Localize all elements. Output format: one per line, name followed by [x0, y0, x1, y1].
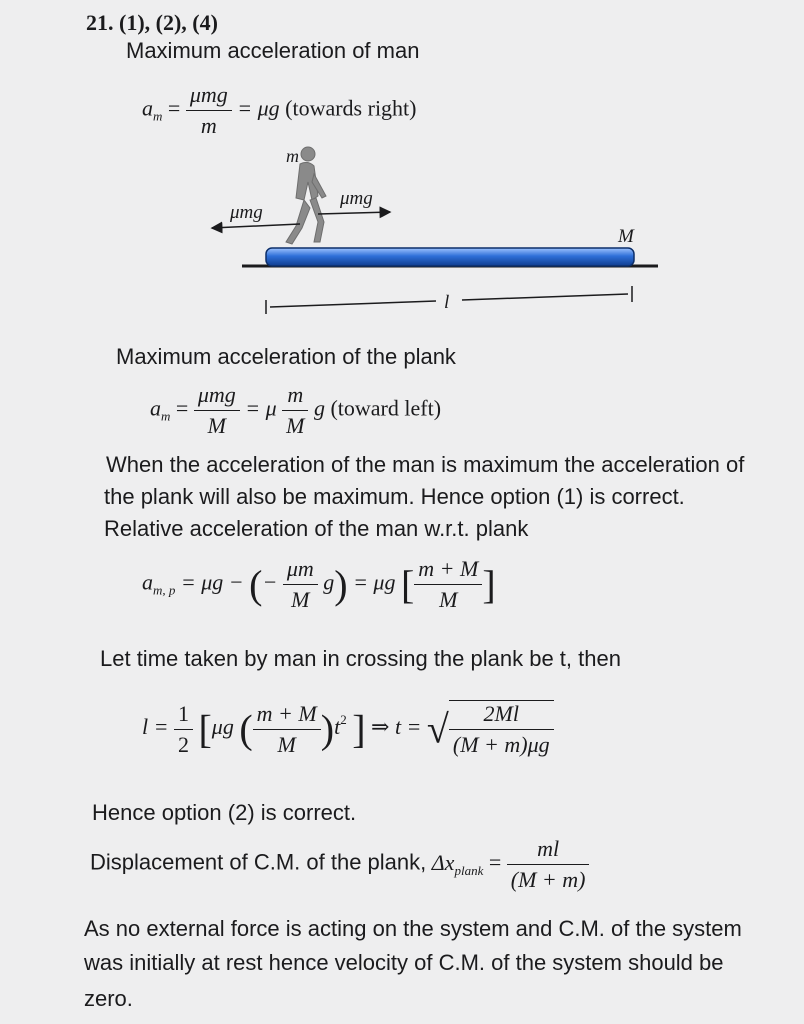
- paragraph-line: zero.: [84, 986, 133, 1011]
- paragraph-line: was initially at rest hence velocity of C.M. of the system should be: [84, 950, 724, 975]
- length-line-right: [462, 294, 628, 300]
- paragraph-line: When the acceleration of the man is maximum the acceleration of: [106, 452, 745, 477]
- force-left-arrow: [212, 224, 300, 228]
- length-label: l: [444, 292, 450, 313]
- equation-man-acceleration: $a_m$ = $\frac{\text{μmg}}{m}$ = μg (towards right): [142, 82, 417, 138]
- force-left-label: μmg: [230, 202, 263, 223]
- diagram: [200, 138, 670, 328]
- equation-time: l = $\frac{1}{2}$ [μg ( $\frac{m + M}{M}$ )$t^2$ ] ⇒ t = √ $\frac{2Ml}{(M + m)\mu g}$: [142, 700, 554, 758]
- paragraph-line: the plank will also be maximum. Hence option (1) is correct.: [104, 484, 685, 509]
- question-number: 21. (1), (2), (4): [86, 10, 218, 35]
- equation-plank-acceleration: $a_m$ = $\frac{\text{μmg}}{M}$ = μ $\frac{m}{M}$ g (toward left): [150, 382, 442, 438]
- length-line-left: [270, 301, 436, 307]
- force-right-arrow: [318, 212, 390, 214]
- plank: [266, 248, 634, 266]
- section-title-man: Maximum acceleration of man: [126, 38, 420, 63]
- section-title-plank: Maximum acceleration of the plank: [116, 344, 456, 369]
- force-right-label: μmg: [340, 188, 373, 209]
- paragraph-line: As no external force is acting on the system and C.M. of the system: [84, 916, 742, 941]
- displacement-line: Displacement of C.M. of the plank, $\Delta x_{plank}$ = $\frac{ml}{(M + m)}$: [90, 836, 589, 893]
- equation-relative-acceleration: $a_{m, p} = \mu g$ − (− $\frac{\mu m}{M}$ g) = μg [ $\frac{m + M}{M}$ ]: [142, 556, 496, 612]
- paragraph-line: Let time taken by man in crossing the plank be t, then: [100, 646, 621, 671]
- plank-label: M: [618, 226, 634, 247]
- paragraph-line: Relative acceleration of the man w.r.t. plank: [104, 516, 529, 541]
- paragraph-line: Hence option (2) is correct.: [92, 800, 357, 825]
- man-label: m: [286, 146, 299, 166]
